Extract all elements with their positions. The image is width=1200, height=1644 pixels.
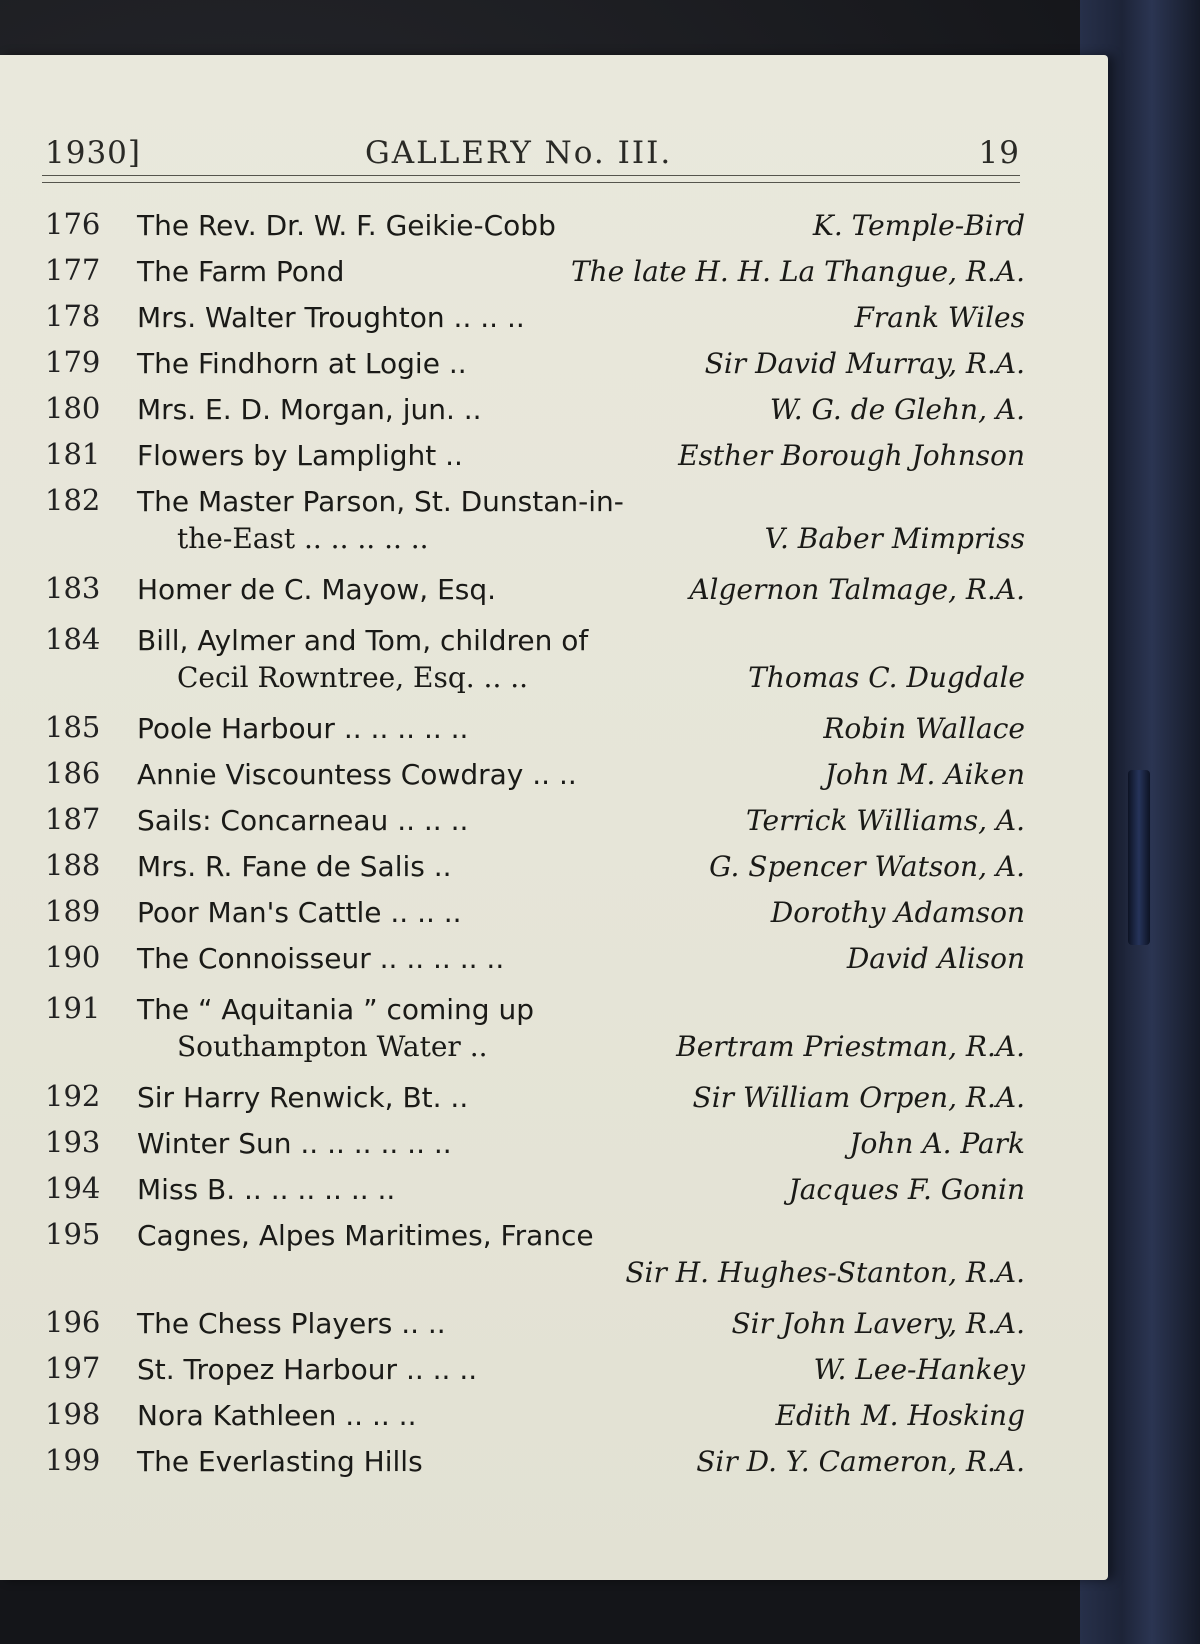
catalogue-entries [45,207,1025,1489]
entry-title: Nora Kathleen .. .. .. [137,1399,417,1432]
entry-title: The Farm Pond [137,255,345,288]
catalogue-entry [45,437,1025,474]
entry-number: 194 [45,1171,101,1205]
entry-number: 181 [45,437,101,471]
entry-number: 188 [45,848,101,882]
entry-title: Sails: Concarneau .. .. .. [137,804,469,837]
entry-artist: Algernon Talmage, R.A. [689,573,1025,606]
entry-artist: Jacques F. Gonin [788,1173,1025,1206]
entry-artist: Robin Wallace [823,712,1025,745]
entry-title: Cagnes, Alpes Maritimes, France [137,1219,594,1252]
catalogue-entry [45,848,1025,885]
entry-number: 197 [45,1351,101,1385]
entry-artist: John A. Park [849,1127,1025,1160]
entry-artist: Esther Borough Johnson [678,439,1025,472]
entry-number: 193 [45,1125,101,1159]
entry-title: The Findhorn at Logie .. [137,347,467,380]
entry-number: 190 [45,940,101,974]
entry-title: St. Tropez Harbour .. .. .. [137,1353,478,1386]
catalogue-entry [45,483,1025,557]
entry-artist: K. Temple-Bird [812,209,1025,242]
catalogue-entry [45,1443,1025,1480]
entry-number: 177 [45,253,101,287]
catalogue-entry [45,1125,1025,1162]
entry-title: The Connoisseur .. .. .. .. .. [137,942,505,975]
catalogue-entry [45,207,1025,244]
catalogue-entry [45,756,1025,793]
entry-title-continuation: the-East .. .. .. .. .. [177,522,429,555]
entry-title-continuation: Cecil Rowntree, Esq. .. .. [177,661,529,694]
catalogue-entry [45,622,1025,696]
entry-title: Poor Man's Cattle .. .. .. [137,896,462,929]
entry-artist: David Alison [846,942,1025,975]
entry-number: 199 [45,1443,101,1477]
entry-title: Sir Harry Renwick, Bt. .. [137,1081,469,1114]
entry-artist: Frank Wiles [854,301,1025,334]
entry-artist: Terrick Williams, A. [746,804,1025,837]
header-gallery-title: GALLERY No. III. [365,135,673,171]
header-year: 1930] [45,135,141,171]
entry-artist: John M. Aiken [824,758,1025,791]
catalogue-entry [45,991,1025,1065]
catalogue-entry [45,1351,1025,1388]
entry-title: The Everlasting Hills [137,1445,423,1478]
entry-number: 187 [45,802,101,836]
entry-number: 198 [45,1397,101,1431]
header-rule-bottom [42,182,1020,183]
catalogue-entry [45,1397,1025,1434]
entry-artist: G. Spencer Watson, A. [709,850,1025,883]
entry-number: 196 [45,1305,101,1339]
entry-artist: Sir D. Y. Cameron, R.A. [696,1445,1025,1478]
entry-artist: Edith M. Hosking [775,1399,1025,1432]
catalogue-entry [45,345,1025,382]
entry-title: The Rev. Dr. W. F. Geikie-Cobb [137,209,556,242]
catalogue-entry [45,802,1025,839]
entry-number: 185 [45,710,101,744]
bookmark-ribbon [1128,770,1150,945]
entry-number: 180 [45,391,101,425]
catalogue-entry [45,1079,1025,1116]
entry-number: 183 [45,571,101,605]
entry-number: 179 [45,345,101,379]
catalogue-entry [45,571,1025,608]
catalogue-entry [45,1217,1025,1291]
catalogue-entry [45,299,1025,336]
catalogue-entry [45,894,1025,931]
entry-title-continuation: Southampton Water .. [177,1030,488,1063]
entry-number: 178 [45,299,101,333]
entry-number: 186 [45,756,101,790]
entry-artist: Sir David Murray, R.A. [704,347,1025,380]
entry-artist: W. Lee-Hankey [813,1353,1025,1386]
entry-number: 195 [45,1217,101,1251]
entry-title: Miss B. .. .. .. .. .. .. [137,1173,396,1206]
entry-artist: The late H. H. La Thangue, R.A. [570,255,1025,288]
entry-artist: Thomas C. Dugdale [748,661,1025,694]
entry-artist: Sir William Orpen, R.A. [692,1081,1025,1114]
catalogue-entry [45,1171,1025,1208]
entry-number: 176 [45,207,101,241]
entry-title: Flowers by Lamplight .. [137,439,463,472]
entry-number: 184 [45,622,101,656]
entry-artist: V. Baber Mimpriss [764,522,1025,555]
entry-number: 189 [45,894,101,928]
catalogue-entry [45,1305,1025,1342]
entry-artist: W. G. de Glehn, A. [769,393,1025,426]
entry-title: The “ Aquitania ” coming up [137,993,534,1026]
entry-artist: Dorothy Adamson [770,896,1025,929]
entry-artist: Sir John Lavery, R.A. [731,1307,1025,1340]
entry-number: 191 [45,991,101,1025]
page-number: 19 [978,135,1020,171]
entry-artist: Sir H. Hughes-Stanton, R.A. [625,1256,1025,1289]
entry-number: 182 [45,483,101,517]
catalogue-page [0,55,1108,1580]
entry-title: Mrs. R. Fane de Salis .. [137,850,452,883]
entry-artist: Bertram Priestman, R.A. [676,1030,1025,1063]
catalogue-entry [45,710,1025,747]
running-header [45,135,1020,185]
entry-title: Poole Harbour .. .. .. .. .. [137,712,469,745]
entry-title: Bill, Aylmer and Tom, children of [137,624,589,657]
entry-title: The Master Parson, St. Dunstan-in- [137,485,624,518]
entry-title: Annie Viscountess Cowdray .. .. [137,758,577,791]
catalogue-entry [45,940,1025,977]
catalogue-entry [45,391,1025,428]
entry-title: The Chess Players .. .. [137,1307,446,1340]
entry-number: 192 [45,1079,101,1113]
catalogue-entry [45,253,1025,290]
entry-title: Winter Sun .. .. .. .. .. .. [137,1127,452,1160]
header-rule-top [42,175,1020,176]
entry-title: Mrs. E. D. Morgan, jun. .. [137,393,482,426]
entry-title: Homer de C. Mayow, Esq. [137,573,497,606]
entry-title: Mrs. Walter Troughton .. .. .. [137,301,525,334]
